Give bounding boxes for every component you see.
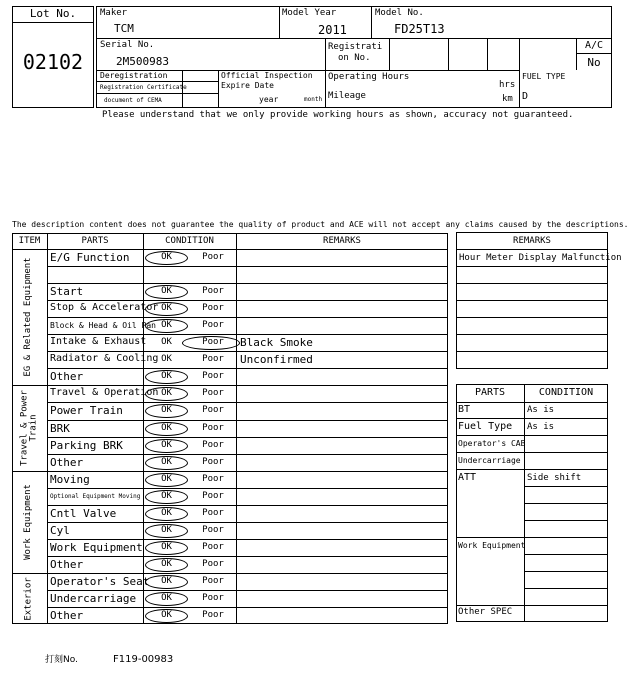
part-label: Other	[50, 455, 84, 469]
part-label: Travel & Operation	[50, 387, 159, 399]
ok-selected-circle	[145, 507, 188, 521]
poor-option: Poor	[202, 456, 224, 467]
ok-option: OK	[161, 422, 172, 433]
part-label: E/G Function	[50, 251, 130, 264]
fuel-type-part-label: Fuel Type	[458, 421, 513, 432]
poor-option: Poor	[202, 473, 224, 484]
poor-option: Poor	[202, 422, 224, 433]
part-label: Cyl	[50, 523, 70, 537]
stamp-number: F119-00983	[113, 654, 174, 665]
poor-option: Poor	[202, 490, 224, 501]
ok-option: OK	[161, 405, 172, 416]
fuel-type-part-value: As is	[527, 422, 555, 432]
parts-header: PARTS	[474, 387, 506, 398]
official-inspection-label: Official Inspection	[221, 71, 313, 80]
part-label: Parking BRK	[50, 438, 123, 452]
poor-option: Poor	[202, 610, 224, 621]
part-label: Stop & Accelerator	[50, 302, 159, 314]
ok-selected-circle	[145, 575, 188, 589]
ok-option: OK	[161, 507, 172, 518]
month-label: month	[304, 96, 323, 103]
ok-option: OK	[161, 575, 172, 586]
part-label: Block & Head & Oil Pan	[50, 321, 156, 331]
row-remark: Unconfirmed	[240, 353, 313, 367]
ac-label: A/C	[584, 40, 604, 51]
ok-selected-circle	[145, 524, 188, 538]
disclaimer-text: The description content does not guarantee the quality of product and ACE will not accept any claims caused by the descriptions.	[12, 220, 629, 229]
item-group-label: Work Equipment	[23, 483, 34, 560]
part-label: Power Train	[50, 404, 123, 418]
ok-option: OK	[161, 541, 172, 552]
att-label: ATT	[458, 472, 477, 483]
ok-selected-circle	[145, 558, 188, 572]
mileage-label: Mileage	[328, 91, 366, 101]
part-label: Work Equipment	[50, 540, 143, 554]
other-spec-label: Other SPEC	[458, 607, 513, 617]
fuel-type-label: FUEL TYPE	[522, 72, 566, 81]
year-label: year	[259, 95, 279, 104]
operators-cab-label: Operator's CAB	[458, 439, 526, 448]
serial-no-label: Serial No.	[100, 40, 155, 50]
document-cema-label: document of CEMA	[104, 97, 162, 104]
ok-option: OK	[161, 286, 172, 297]
ok-option: OK	[161, 303, 172, 314]
header-remarks: REMARKS	[323, 236, 361, 246]
item-group-label: Exterior	[23, 576, 34, 621]
registration-certificate-label: Registration Certificate	[100, 84, 187, 91]
att-value: Side shift	[527, 473, 582, 483]
work-equipment-part-label: Work Equipment	[458, 541, 526, 550]
ok-selected-circle	[145, 439, 188, 453]
model-no-label: Model No.	[375, 8, 424, 18]
poor-option: Poor	[202, 252, 224, 262]
ok-option: OK	[161, 354, 172, 365]
item-group-label: Travel & Power Train	[19, 390, 39, 466]
ok-selected-circle	[145, 541, 188, 555]
header-condition: CONDITION	[165, 236, 214, 246]
model-no-value: FD25T13	[394, 22, 445, 36]
ok-selected-circle	[145, 609, 188, 623]
ok-selected-circle	[145, 473, 188, 487]
ok-option: OK	[161, 439, 172, 450]
part-label: Intake & Exhaust	[50, 336, 147, 348]
ok-selected-circle	[145, 251, 188, 265]
ok-option: OK	[161, 610, 172, 621]
ok-option: OK	[161, 473, 172, 484]
part-label: Operator's Seat	[50, 574, 150, 588]
row-remark: Black Smoke	[240, 336, 313, 350]
item-group-label: EG & Related Equipment	[23, 257, 34, 377]
registration-label-1: Registrati	[328, 42, 383, 52]
ok-option: OK	[161, 524, 172, 535]
ok-selected-circle	[145, 592, 188, 606]
maker-value: TCM	[114, 22, 134, 35]
ok-option: OK	[161, 371, 172, 382]
condition-header: CONDITION	[538, 387, 594, 398]
ok-option: OK	[161, 388, 172, 399]
header-item: ITEM	[18, 236, 41, 246]
ok-selected-circle	[145, 456, 188, 470]
lot-no-label: Lot No.	[29, 7, 77, 20]
header-parts: PARTS	[81, 236, 109, 246]
poor-option: Poor	[202, 405, 224, 416]
part-label: Other	[50, 609, 84, 623]
poor-option: Poor	[202, 337, 224, 348]
part-label: Radiator & Cooling	[50, 353, 159, 365]
ok-option: OK	[161, 456, 172, 467]
part-label: BRK	[50, 421, 70, 435]
poor-option: Poor	[202, 354, 224, 365]
hrs-label: hrs	[499, 80, 516, 90]
part-label: Other	[50, 557, 84, 571]
poor-option: Poor	[202, 303, 224, 314]
ok-selected-circle	[145, 422, 188, 436]
model-year-value: 2011	[318, 23, 347, 37]
operating-hours-label: Operating Hours	[328, 72, 410, 82]
poor-option: Poor	[202, 507, 224, 518]
fuel-type-value: D	[522, 91, 529, 102]
expire-date-label: Expire Date	[221, 81, 274, 90]
part-label: Moving	[50, 472, 90, 486]
serial-no-value: 2M500983	[116, 55, 169, 68]
undercarriage-part-label: Undercarriage	[458, 456, 521, 465]
poor-option: Poor	[202, 320, 224, 331]
poor-option: Poor	[202, 593, 224, 603]
model-year-label: Model Year	[282, 8, 337, 18]
ok-option: OK	[161, 337, 172, 348]
ok-option: OK	[161, 490, 172, 501]
lot-no-value: 02102	[22, 50, 84, 74]
bt-label: BT	[458, 404, 471, 415]
registration-label-2: on No.	[338, 53, 371, 63]
poor-option: Poor	[202, 541, 224, 552]
poor-option: Poor	[202, 371, 224, 382]
poor-option: Poor	[202, 439, 224, 450]
part-label: Cntl Valve	[50, 506, 117, 520]
ok-option: OK	[161, 252, 172, 262]
poor-option: Poor	[202, 388, 224, 399]
km-label: km	[502, 94, 513, 104]
ok-option: OK	[161, 558, 172, 569]
hours-notice: Please understand that we only provide working hours as shown, accuracy not guaranteed.	[102, 110, 574, 120]
remarks-entry: Hour Meter Display Malfunction	[459, 253, 622, 263]
maker-label: Maker	[100, 8, 128, 18]
ac-value: No	[587, 56, 601, 69]
ok-option: OK	[161, 593, 172, 603]
poor-option: Poor	[202, 575, 224, 586]
part-label: Undercarriage	[50, 592, 137, 605]
part-label: Other	[50, 370, 84, 384]
poor-option: Poor	[202, 524, 224, 535]
stamp-label: 打刻No.	[45, 655, 78, 665]
ok-option: OK	[161, 320, 172, 331]
remarks-header: REMARKS	[513, 236, 551, 246]
part-label: Optional Equipment Moving	[50, 492, 141, 500]
poor-option: Poor	[202, 558, 224, 569]
bt-value: As is	[527, 405, 555, 415]
poor-option: Poor	[202, 286, 224, 297]
part-label: Start	[50, 285, 84, 299]
deregistration-label: Deregistration	[100, 71, 168, 80]
ok-selected-circle	[145, 490, 188, 504]
